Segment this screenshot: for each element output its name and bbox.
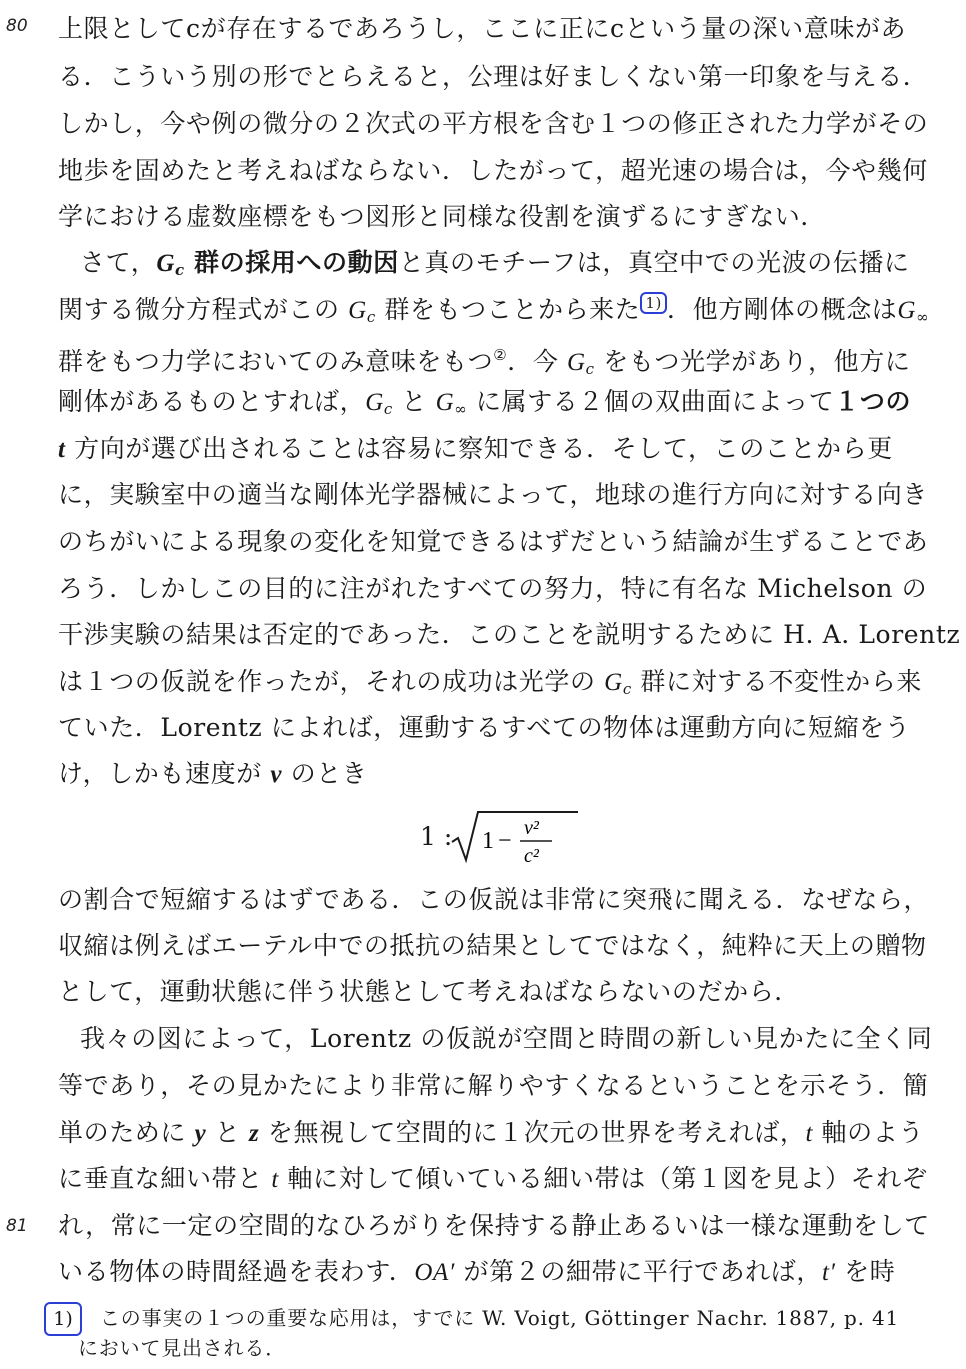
text-span: のとき xyxy=(282,759,368,788)
radical-sign xyxy=(452,812,578,860)
p1-line-3: しかし，今や例の微分の２次式の平方根を含む１つの修正された力学がその xyxy=(58,109,929,138)
p4-line-4 xyxy=(58,1162,928,1197)
p2-line-6: に，実験室中の適当な剛体光学器械によって，地球の進行方向に対する向き xyxy=(58,480,928,509)
footnote-line-1: この事実の１つの重要な応用は，すでに W. Voigt, Göttinger Nachr. 1887, p. 41 xyxy=(100,1306,900,1330)
math-var: z xyxy=(248,1120,260,1147)
math-var: t′ xyxy=(821,1259,836,1286)
group-subscript: c xyxy=(585,360,595,378)
text-span: と真のモチーフは，真空中での光波の伝播に xyxy=(398,248,910,277)
group-subscript: ∞ xyxy=(916,308,930,326)
group-subscript: c xyxy=(622,680,632,698)
math-var: y xyxy=(194,1120,207,1147)
sqrt-expression xyxy=(450,808,580,868)
math-var: t xyxy=(58,436,66,463)
footnote-line-2: において見出される． xyxy=(78,1336,286,1360)
group-symbol: G xyxy=(567,349,586,376)
text-span: いる物体の時間経過を表わす． xyxy=(58,1257,415,1286)
group-symbol: G xyxy=(348,297,367,324)
p4-line-1: 我々の図によって，Lorentz の仮説が空間と時間の新しい見かたに全く同 xyxy=(80,1024,933,1053)
group-subscript: c xyxy=(383,400,393,418)
text-span: に属する２個の双曲面によって xyxy=(467,387,835,416)
p2-line-8: ろう．しかしこの目的に注がれたすべての努力，特に有名な Michelson の xyxy=(58,574,928,603)
bold-phrase: １つの xyxy=(834,387,912,416)
group-symbol: G xyxy=(604,669,623,696)
text-span: け，しかも速度が xyxy=(58,759,271,788)
group-symbol: G xyxy=(156,250,175,277)
bold-phrase xyxy=(156,248,399,277)
p2-line-2 xyxy=(58,292,930,334)
p4-line-6 xyxy=(58,1255,908,1290)
formula-denominator: c² xyxy=(524,845,539,867)
page-number-80: 80 xyxy=(6,16,28,36)
math-var: v xyxy=(270,761,283,788)
text-span: をもつ光学があり，他方に xyxy=(594,347,911,376)
footnote-ref-1[interactable]: 1) xyxy=(640,292,667,314)
bold-text: 群の採用への動因 xyxy=(184,248,399,277)
formula-one: 1 xyxy=(482,828,494,854)
text-span: 群をもつことから来た xyxy=(375,295,641,324)
formula-numerator: v² xyxy=(524,817,539,839)
p2-line-1 xyxy=(80,246,930,287)
text-span: ．他方剛体の概念は xyxy=(667,295,898,324)
text-span: と xyxy=(206,1118,249,1147)
formula-ratio: 1 : xyxy=(420,822,453,851)
text-span: に垂直な細い帯と xyxy=(58,1164,272,1193)
page-number-81: 81 xyxy=(6,1216,28,1236)
p1-line-2: る．こういう別の形でとらえると，公理は好ましくない第一印象を与える． xyxy=(58,62,929,91)
text-span: 剛体があるものとすれば， xyxy=(58,387,366,416)
p2-line-5 xyxy=(58,432,908,467)
text-span: を無視して空間的に１次元の世界を考えれば， xyxy=(259,1118,806,1147)
text-span: は１つの仮説を作ったが，それの成功は光学の xyxy=(58,667,605,696)
text-span: 関する微分方程式がこの xyxy=(58,295,349,324)
text-span: 群に対する不変性から来 xyxy=(631,667,922,696)
p4-line-3 xyxy=(58,1116,924,1151)
math-var: t xyxy=(805,1120,814,1147)
p2-line-3 xyxy=(58,338,911,386)
p1-line-4: 地歩を固めたと考えねばならない．したがって，超光速の場合は，今や幾何 xyxy=(58,156,928,185)
footnote-ref-2[interactable]: ② xyxy=(493,346,508,364)
text-span: 群をもつ力学においてのみ意味をもつ xyxy=(58,347,494,376)
p4-line-2: 等であり，その見かたにより非常に解りやすくなるということを示そう．簡 xyxy=(58,1071,929,1100)
text-span: 軸に対して傾いている細い帯は（第１図を見よ）それぞ xyxy=(278,1164,928,1193)
group-symbol: G xyxy=(435,389,455,416)
group-symbol: G xyxy=(365,389,384,416)
group-subscript: ∞ xyxy=(454,400,468,418)
text-span: が第２の細帯に平行であれば， xyxy=(455,1257,822,1286)
p2-line-9: 干渉実験の結果は否定的であった．このことを説明するために H. A. Lorentz xyxy=(58,620,961,649)
p3-line-2: 収縮は例えばエーテル中での抵抗の結果としてではなく，純粋に天上の贈物 xyxy=(58,931,927,960)
group-symbol: G xyxy=(897,297,917,324)
text-span: 単のために xyxy=(58,1118,195,1147)
p3-line-3: として，運動状態に伴う状態として考えねばならないのだから． xyxy=(58,977,800,1006)
text-span: 軸のよう xyxy=(813,1118,924,1147)
group-subscript: c xyxy=(174,261,185,279)
p1-line-5: 学における虚数座標をもつ図形と同様な役割を演ずるにすぎない． xyxy=(58,202,827,231)
p4-line-5: れ，常に一定の空間的なひろがりを保持する静止あるいは一様な運動をして xyxy=(58,1211,930,1240)
contraction-formula xyxy=(420,808,580,868)
text-span: を時 xyxy=(835,1257,896,1286)
group-subscript: c xyxy=(366,308,376,326)
p2-line-11: ていた．Lorentz によれば，運動するすべての物体は運動方向に短縮をう xyxy=(58,713,911,742)
p1-line-1: 上限としてcが存在するであろうし，ここに正にcという量の深い意味があ xyxy=(58,14,907,43)
math-var: OA′ xyxy=(414,1259,456,1286)
p3-line-1: の割合で短縮するはずである．この仮説は非常に突飛に聞える．なぜなら， xyxy=(58,885,930,914)
text-span: と xyxy=(392,387,436,416)
text-span: 方向が選び出されることは容易に察知できる．そして，このことから更 xyxy=(65,434,893,463)
p2-line-4 xyxy=(58,385,912,426)
math-var: t xyxy=(271,1166,279,1193)
text-span: さて， xyxy=(80,248,157,277)
p2-line-7: のちがいによる現象の変化を知覚できるはずだという結論が生ずることであ xyxy=(58,527,929,556)
footnote-marker[interactable]: 1) xyxy=(44,1302,82,1336)
text-span: ．今 xyxy=(507,347,568,376)
p2-line-10 xyxy=(58,665,922,706)
p2-line-12 xyxy=(58,757,908,792)
formula-minus: − xyxy=(498,828,512,854)
